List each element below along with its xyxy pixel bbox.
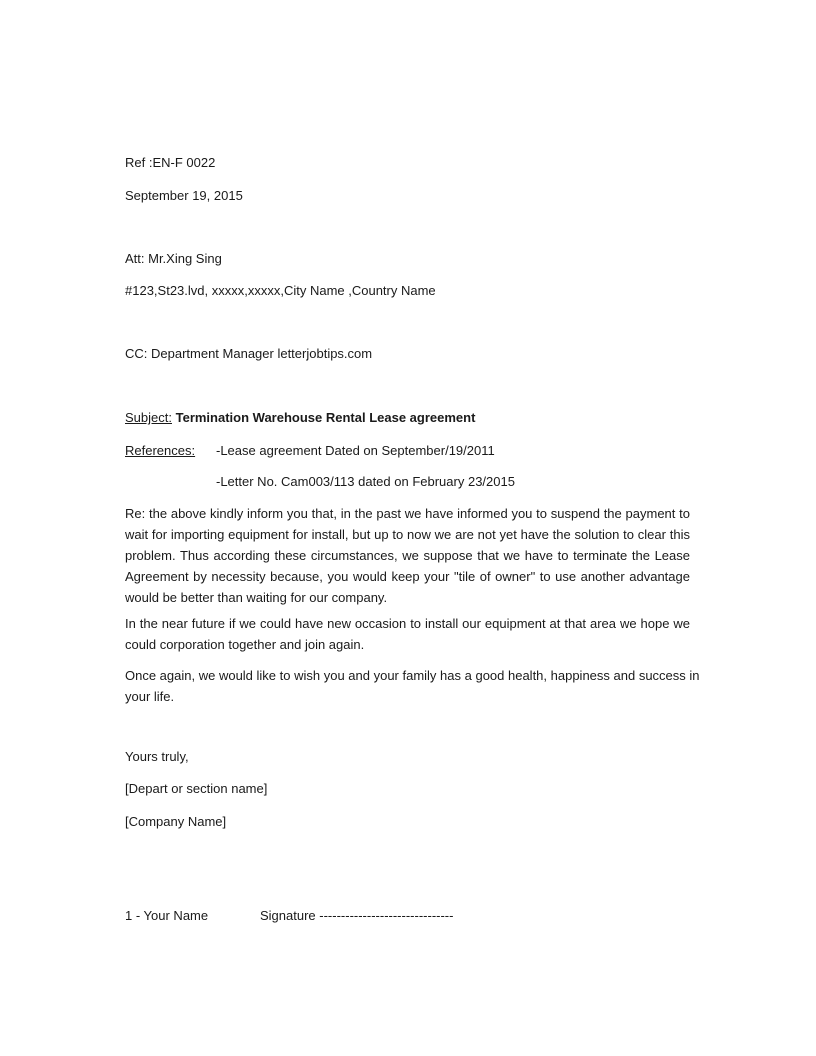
signature-line: Signature ------------------------------- <box>260 908 454 923</box>
paragraph-line: your life. <box>125 689 175 704</box>
signer-name: 1 - Your Name <box>125 908 209 923</box>
closing: Yours truly, <box>125 749 189 764</box>
paragraph-line: could corporation together and join again. <box>125 637 365 652</box>
paragraph-line: Agreement by necessity because, you would keep your "tile of owner" to use another advantage <box>125 569 690 584</box>
company-name: [Company Name] <box>125 814 227 829</box>
subject-line <box>125 409 475 427</box>
paragraph-line: problem. Thus according these circumstances, we suppose that we have to terminate the Lease <box>125 548 690 563</box>
reference-item: -Lease agreement Dated on September/19/2011 <box>216 443 495 458</box>
recipient-address: #123,St23.lvd, xxxxx,xxxxx,City Name ,Country Name <box>125 283 436 298</box>
cc-line: CC: Department Manager letterjobtips.com <box>125 346 373 361</box>
attention-line: Att: Mr.Xing Sing <box>125 251 222 266</box>
reference-number: Ref :EN-F 0022 <box>125 155 216 170</box>
subject-label: Subject: <box>125 410 172 425</box>
paragraph-line: Once again, we would like to wish you and your family has a good health, happiness and success in <box>125 668 700 683</box>
paragraph-line: In the near future if we could have new occasion to install our equipment at that area we hope we <box>125 616 690 631</box>
department-name: [Depart or section name] <box>125 781 268 796</box>
paragraph-line: would be better than waiting for our company. <box>125 590 388 605</box>
references-label: References: <box>125 443 196 458</box>
paragraph-line: wait for importing equipment for install, but up to now we are not yet have the solution to clear this <box>125 527 690 542</box>
paragraph-line: Re: the above kindly inform you that, in the past we have informed you to suspend the payment to <box>125 506 690 521</box>
reference-item: -Letter No. Cam003/113 dated on February 23/2015 <box>216 474 515 489</box>
subject-text: Termination Warehouse Rental Lease agreement <box>175 410 476 425</box>
letter-date: September 19, 2015 <box>125 188 243 203</box>
